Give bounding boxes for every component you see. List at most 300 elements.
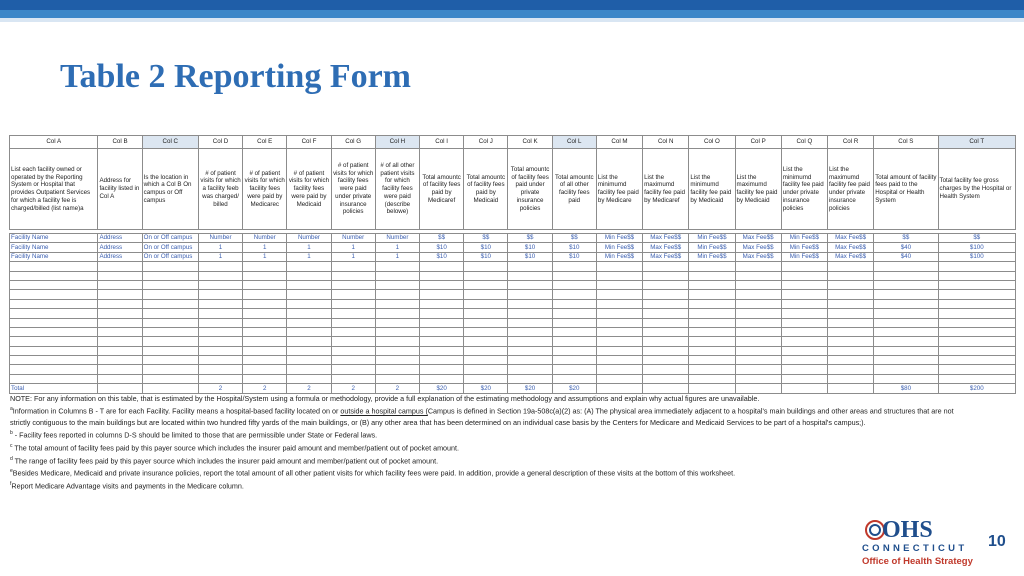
empty-cell[interactable]: [689, 290, 735, 299]
table-cell[interactable]: Max Fee$$: [827, 234, 873, 243]
empty-cell[interactable]: [142, 280, 198, 289]
empty-cell[interactable]: [198, 374, 242, 383]
table-cell[interactable]: Min Fee$$: [596, 243, 642, 252]
empty-cell[interactable]: [331, 290, 375, 299]
empty-cell[interactable]: [689, 280, 735, 289]
table-cell[interactable]: $$: [508, 234, 552, 243]
empty-cell[interactable]: [142, 374, 198, 383]
empty-cell[interactable]: [98, 262, 142, 271]
empty-cell[interactable]: [375, 365, 419, 374]
empty-cell[interactable]: [464, 309, 508, 318]
empty-cell[interactable]: [243, 356, 287, 365]
empty-cell[interactable]: [552, 337, 596, 346]
empty-cell[interactable]: [643, 374, 689, 383]
empty-cell[interactable]: [98, 327, 142, 336]
empty-cell[interactable]: [874, 337, 938, 346]
empty-cell[interactable]: [142, 290, 198, 299]
empty-cell[interactable]: [781, 346, 827, 355]
table-cell[interactable]: Facility Name: [10, 234, 98, 243]
table-cell[interactable]: Number: [198, 234, 242, 243]
empty-cell[interactable]: [287, 299, 331, 308]
empty-cell[interactable]: [10, 280, 98, 289]
empty-cell[interactable]: [781, 271, 827, 280]
empty-cell[interactable]: [508, 356, 552, 365]
empty-cell[interactable]: [508, 318, 552, 327]
empty-cell[interactable]: [142, 299, 198, 308]
table-cell[interactable]: $10: [508, 252, 552, 261]
empty-cell[interactable]: [781, 337, 827, 346]
empty-cell[interactable]: [287, 271, 331, 280]
table-cell[interactable]: $10: [420, 252, 464, 261]
empty-cell[interactable]: [98, 356, 142, 365]
empty-cell[interactable]: [464, 346, 508, 355]
table-cell[interactable]: $10: [552, 252, 596, 261]
empty-cell[interactable]: [464, 327, 508, 336]
empty-cell[interactable]: [198, 318, 242, 327]
empty-cell[interactable]: [552, 309, 596, 318]
table-cell[interactable]: $10: [508, 243, 552, 252]
table-cell[interactable]: On or Off campus: [142, 243, 198, 252]
empty-cell[interactable]: [464, 337, 508, 346]
empty-cell[interactable]: [142, 262, 198, 271]
empty-cell[interactable]: [827, 318, 873, 327]
empty-cell[interactable]: [827, 346, 873, 355]
empty-cell[interactable]: [420, 318, 464, 327]
empty-cell[interactable]: [874, 318, 938, 327]
empty-cell[interactable]: [596, 365, 642, 374]
table-cell[interactable]: 1: [243, 243, 287, 252]
empty-cell[interactable]: [781, 318, 827, 327]
empty-cell[interactable]: [735, 356, 781, 365]
empty-cell[interactable]: [10, 318, 98, 327]
empty-cell[interactable]: [10, 346, 98, 355]
empty-cell[interactable]: [596, 318, 642, 327]
empty-cell[interactable]: [331, 327, 375, 336]
empty-cell[interactable]: [508, 262, 552, 271]
table-cell[interactable]: Min Fee$$: [781, 234, 827, 243]
empty-cell[interactable]: [331, 271, 375, 280]
empty-cell[interactable]: [464, 271, 508, 280]
empty-cell[interactable]: [420, 280, 464, 289]
empty-cell[interactable]: [464, 290, 508, 299]
empty-cell[interactable]: [781, 365, 827, 374]
table-cell[interactable]: $$: [420, 234, 464, 243]
empty-cell[interactable]: [420, 290, 464, 299]
empty-cell[interactable]: [643, 271, 689, 280]
empty-cell[interactable]: [375, 318, 419, 327]
empty-cell[interactable]: [689, 299, 735, 308]
empty-cell[interactable]: [508, 337, 552, 346]
empty-cell[interactable]: [689, 262, 735, 271]
table-cell[interactable]: Address: [98, 252, 142, 261]
empty-cell[interactable]: [781, 356, 827, 365]
empty-cell[interactable]: [689, 346, 735, 355]
empty-cell[interactable]: [735, 280, 781, 289]
empty-cell[interactable]: [827, 337, 873, 346]
empty-cell[interactable]: [689, 337, 735, 346]
empty-cell[interactable]: [643, 365, 689, 374]
empty-cell[interactable]: [98, 309, 142, 318]
empty-cell[interactable]: [596, 309, 642, 318]
empty-cell[interactable]: [142, 318, 198, 327]
empty-cell[interactable]: [420, 262, 464, 271]
empty-cell[interactable]: [142, 346, 198, 355]
empty-cell[interactable]: [98, 337, 142, 346]
empty-cell[interactable]: [10, 365, 98, 374]
empty-cell[interactable]: [874, 374, 938, 383]
empty-cell[interactable]: [375, 271, 419, 280]
table-cell[interactable]: $$: [464, 234, 508, 243]
empty-cell[interactable]: [198, 346, 242, 355]
empty-cell[interactable]: [98, 280, 142, 289]
table-cell[interactable]: Min Fee$$: [781, 243, 827, 252]
empty-cell[interactable]: [689, 271, 735, 280]
empty-cell[interactable]: [142, 309, 198, 318]
table-cell[interactable]: $100: [938, 252, 1015, 261]
empty-cell[interactable]: [331, 356, 375, 365]
empty-cell[interactable]: [331, 299, 375, 308]
empty-cell[interactable]: [331, 374, 375, 383]
empty-cell[interactable]: [10, 327, 98, 336]
empty-cell[interactable]: [874, 365, 938, 374]
empty-cell[interactable]: [552, 327, 596, 336]
empty-cell[interactable]: [10, 290, 98, 299]
empty-cell[interactable]: [781, 309, 827, 318]
empty-cell[interactable]: [827, 271, 873, 280]
empty-cell[interactable]: [287, 290, 331, 299]
empty-cell[interactable]: [10, 356, 98, 365]
empty-cell[interactable]: [331, 309, 375, 318]
empty-cell[interactable]: [10, 374, 98, 383]
empty-cell[interactable]: [287, 309, 331, 318]
empty-cell[interactable]: [735, 346, 781, 355]
table-cell[interactable]: On or Off campus: [142, 252, 198, 261]
empty-cell[interactable]: [331, 262, 375, 271]
empty-cell[interactable]: [420, 346, 464, 355]
table-cell[interactable]: Min Fee$$: [596, 234, 642, 243]
empty-cell[interactable]: [287, 280, 331, 289]
empty-cell[interactable]: [827, 290, 873, 299]
empty-cell[interactable]: [689, 356, 735, 365]
table-cell[interactable]: Max Fee$$: [643, 234, 689, 243]
empty-cell[interactable]: [874, 290, 938, 299]
table-cell[interactable]: $10: [464, 252, 508, 261]
empty-cell[interactable]: [464, 262, 508, 271]
empty-cell[interactable]: [375, 290, 419, 299]
empty-cell[interactable]: [243, 374, 287, 383]
empty-cell[interactable]: [938, 346, 1015, 355]
empty-cell[interactable]: [142, 365, 198, 374]
table-cell[interactable]: Number: [375, 234, 419, 243]
empty-cell[interactable]: [643, 327, 689, 336]
empty-cell[interactable]: [331, 280, 375, 289]
empty-cell[interactable]: [420, 309, 464, 318]
empty-cell[interactable]: [10, 309, 98, 318]
empty-cell[interactable]: [98, 318, 142, 327]
empty-cell[interactable]: [827, 280, 873, 289]
empty-cell[interactable]: [938, 309, 1015, 318]
empty-cell[interactable]: [596, 374, 642, 383]
empty-cell[interactable]: [375, 299, 419, 308]
empty-cell[interactable]: [938, 365, 1015, 374]
empty-cell[interactable]: [827, 262, 873, 271]
table-cell[interactable]: $$: [874, 234, 938, 243]
table-cell[interactable]: Address: [98, 243, 142, 252]
table-cell[interactable]: 1: [287, 243, 331, 252]
empty-cell[interactable]: [198, 299, 242, 308]
empty-cell[interactable]: [781, 262, 827, 271]
empty-cell[interactable]: [142, 271, 198, 280]
empty-cell[interactable]: [827, 309, 873, 318]
empty-cell[interactable]: [827, 299, 873, 308]
table-cell[interactable]: $$: [552, 234, 596, 243]
table-cell[interactable]: 1: [287, 252, 331, 261]
empty-cell[interactable]: [508, 271, 552, 280]
empty-cell[interactable]: [420, 327, 464, 336]
empty-cell[interactable]: [287, 365, 331, 374]
table-cell[interactable]: $10: [420, 243, 464, 252]
empty-cell[interactable]: [10, 262, 98, 271]
table-cell[interactable]: Number: [243, 234, 287, 243]
empty-cell[interactable]: [375, 356, 419, 365]
empty-cell[interactable]: [874, 346, 938, 355]
table-cell[interactable]: Max Fee$$: [827, 243, 873, 252]
empty-cell[interactable]: [552, 318, 596, 327]
empty-cell[interactable]: [938, 280, 1015, 289]
empty-cell[interactable]: [735, 327, 781, 336]
empty-cell[interactable]: [874, 327, 938, 336]
empty-cell[interactable]: [643, 318, 689, 327]
empty-cell[interactable]: [198, 271, 242, 280]
empty-cell[interactable]: [198, 309, 242, 318]
empty-cell[interactable]: [464, 280, 508, 289]
empty-cell[interactable]: [781, 280, 827, 289]
empty-cell[interactable]: [552, 290, 596, 299]
empty-cell[interactable]: [243, 346, 287, 355]
table-cell[interactable]: Max Fee$$: [735, 252, 781, 261]
table-cell[interactable]: On or Off campus: [142, 234, 198, 243]
empty-cell[interactable]: [938, 356, 1015, 365]
empty-cell[interactable]: [874, 356, 938, 365]
empty-cell[interactable]: [420, 374, 464, 383]
empty-cell[interactable]: [552, 262, 596, 271]
empty-cell[interactable]: [596, 299, 642, 308]
empty-cell[interactable]: [464, 365, 508, 374]
table-cell[interactable]: Min Fee$$: [689, 234, 735, 243]
empty-cell[interactable]: [735, 290, 781, 299]
table-cell[interactable]: $$: [938, 234, 1015, 243]
empty-cell[interactable]: [243, 299, 287, 308]
empty-cell[interactable]: [198, 290, 242, 299]
empty-cell[interactable]: [938, 374, 1015, 383]
empty-cell[interactable]: [781, 327, 827, 336]
table-cell[interactable]: 1: [198, 243, 242, 252]
empty-cell[interactable]: [735, 299, 781, 308]
table-cell[interactable]: $100: [938, 243, 1015, 252]
empty-cell[interactable]: [287, 318, 331, 327]
empty-cell[interactable]: [827, 365, 873, 374]
empty-cell[interactable]: [142, 327, 198, 336]
empty-cell[interactable]: [643, 356, 689, 365]
empty-cell[interactable]: [198, 280, 242, 289]
empty-cell[interactable]: [689, 309, 735, 318]
empty-cell[interactable]: [98, 290, 142, 299]
empty-cell[interactable]: [10, 337, 98, 346]
empty-cell[interactable]: [874, 262, 938, 271]
empty-cell[interactable]: [689, 365, 735, 374]
empty-cell[interactable]: [735, 271, 781, 280]
empty-cell[interactable]: [287, 374, 331, 383]
empty-cell[interactable]: [198, 337, 242, 346]
empty-cell[interactable]: [596, 280, 642, 289]
table-cell[interactable]: Facility Name: [10, 243, 98, 252]
table-cell[interactable]: Max Fee$$: [735, 234, 781, 243]
empty-cell[interactable]: [464, 356, 508, 365]
empty-cell[interactable]: [596, 327, 642, 336]
table-cell[interactable]: 1: [198, 252, 242, 261]
empty-cell[interactable]: [781, 299, 827, 308]
empty-cell[interactable]: [781, 374, 827, 383]
empty-cell[interactable]: [735, 374, 781, 383]
empty-cell[interactable]: [142, 337, 198, 346]
empty-cell[interactable]: [98, 299, 142, 308]
empty-cell[interactable]: [874, 309, 938, 318]
empty-cell[interactable]: [827, 356, 873, 365]
table-cell[interactable]: 1: [375, 243, 419, 252]
empty-cell[interactable]: [596, 337, 642, 346]
table-cell[interactable]: Number: [331, 234, 375, 243]
empty-cell[interactable]: [198, 327, 242, 336]
empty-cell[interactable]: [938, 299, 1015, 308]
empty-cell[interactable]: [98, 346, 142, 355]
empty-cell[interactable]: [198, 262, 242, 271]
empty-cell[interactable]: [596, 271, 642, 280]
empty-cell[interactable]: [287, 356, 331, 365]
empty-cell[interactable]: [331, 318, 375, 327]
empty-cell[interactable]: [689, 374, 735, 383]
empty-cell[interactable]: [420, 337, 464, 346]
empty-cell[interactable]: [420, 299, 464, 308]
empty-cell[interactable]: [464, 299, 508, 308]
table-cell[interactable]: Min Fee$$: [596, 252, 642, 261]
empty-cell[interactable]: [643, 309, 689, 318]
empty-cell[interactable]: [508, 299, 552, 308]
empty-cell[interactable]: [420, 365, 464, 374]
empty-cell[interactable]: [375, 374, 419, 383]
table-cell[interactable]: $40: [874, 243, 938, 252]
empty-cell[interactable]: [938, 271, 1015, 280]
empty-cell[interactable]: [596, 356, 642, 365]
empty-cell[interactable]: [874, 299, 938, 308]
empty-cell[interactable]: [735, 309, 781, 318]
empty-cell[interactable]: [287, 337, 331, 346]
empty-cell[interactable]: [508, 365, 552, 374]
table-cell[interactable]: 1: [331, 243, 375, 252]
empty-cell[interactable]: [552, 374, 596, 383]
empty-cell[interactable]: [508, 280, 552, 289]
empty-cell[interactable]: [643, 299, 689, 308]
empty-cell[interactable]: [552, 299, 596, 308]
empty-cell[interactable]: [596, 346, 642, 355]
empty-cell[interactable]: [735, 365, 781, 374]
empty-cell[interactable]: [375, 262, 419, 271]
empty-cell[interactable]: [938, 318, 1015, 327]
empty-cell[interactable]: [735, 262, 781, 271]
empty-cell[interactable]: [643, 290, 689, 299]
empty-cell[interactable]: [596, 290, 642, 299]
table-cell[interactable]: Facility Name: [10, 252, 98, 261]
empty-cell[interactable]: [331, 337, 375, 346]
empty-cell[interactable]: [331, 365, 375, 374]
empty-cell[interactable]: [643, 262, 689, 271]
table-cell[interactable]: Min Fee$$: [689, 252, 735, 261]
empty-cell[interactable]: [287, 346, 331, 355]
empty-cell[interactable]: [508, 374, 552, 383]
empty-cell[interactable]: [287, 262, 331, 271]
empty-cell[interactable]: [375, 337, 419, 346]
empty-cell[interactable]: [375, 346, 419, 355]
empty-cell[interactable]: [375, 280, 419, 289]
empty-cell[interactable]: [98, 374, 142, 383]
empty-cell[interactable]: [827, 374, 873, 383]
empty-cell[interactable]: [375, 327, 419, 336]
empty-cell[interactable]: [689, 318, 735, 327]
empty-cell[interactable]: [735, 337, 781, 346]
table-cell[interactable]: Max Fee$$: [643, 243, 689, 252]
empty-cell[interactable]: [464, 318, 508, 327]
empty-cell[interactable]: [420, 271, 464, 280]
empty-cell[interactable]: [874, 280, 938, 289]
table-cell[interactable]: 1: [331, 252, 375, 261]
empty-cell[interactable]: [643, 346, 689, 355]
empty-cell[interactable]: [375, 309, 419, 318]
empty-cell[interactable]: [827, 327, 873, 336]
table-cell[interactable]: Address: [98, 234, 142, 243]
table-cell[interactable]: $10: [464, 243, 508, 252]
empty-cell[interactable]: [464, 374, 508, 383]
table-cell[interactable]: Min Fee$$: [781, 252, 827, 261]
empty-cell[interactable]: [243, 262, 287, 271]
table-cell[interactable]: 1: [375, 252, 419, 261]
empty-cell[interactable]: [643, 280, 689, 289]
empty-cell[interactable]: [243, 365, 287, 374]
empty-cell[interactable]: [287, 327, 331, 336]
empty-cell[interactable]: [735, 318, 781, 327]
empty-cell[interactable]: [98, 271, 142, 280]
table-cell[interactable]: $10: [552, 243, 596, 252]
empty-cell[interactable]: [508, 327, 552, 336]
empty-cell[interactable]: [508, 346, 552, 355]
empty-cell[interactable]: [552, 271, 596, 280]
empty-cell[interactable]: [10, 271, 98, 280]
empty-cell[interactable]: [938, 337, 1015, 346]
empty-cell[interactable]: [938, 262, 1015, 271]
empty-cell[interactable]: [508, 290, 552, 299]
empty-cell[interactable]: [420, 356, 464, 365]
table-cell[interactable]: 1: [243, 252, 287, 261]
empty-cell[interactable]: [98, 365, 142, 374]
empty-cell[interactable]: [643, 337, 689, 346]
empty-cell[interactable]: [142, 356, 198, 365]
empty-cell[interactable]: [243, 337, 287, 346]
empty-cell[interactable]: [874, 271, 938, 280]
empty-cell[interactable]: [243, 280, 287, 289]
empty-cell[interactable]: [243, 309, 287, 318]
table-cell[interactable]: Min Fee$$: [689, 243, 735, 252]
empty-cell[interactable]: [243, 290, 287, 299]
table-cell[interactable]: $40: [874, 252, 938, 261]
table-cell[interactable]: Max Fee$$: [827, 252, 873, 261]
